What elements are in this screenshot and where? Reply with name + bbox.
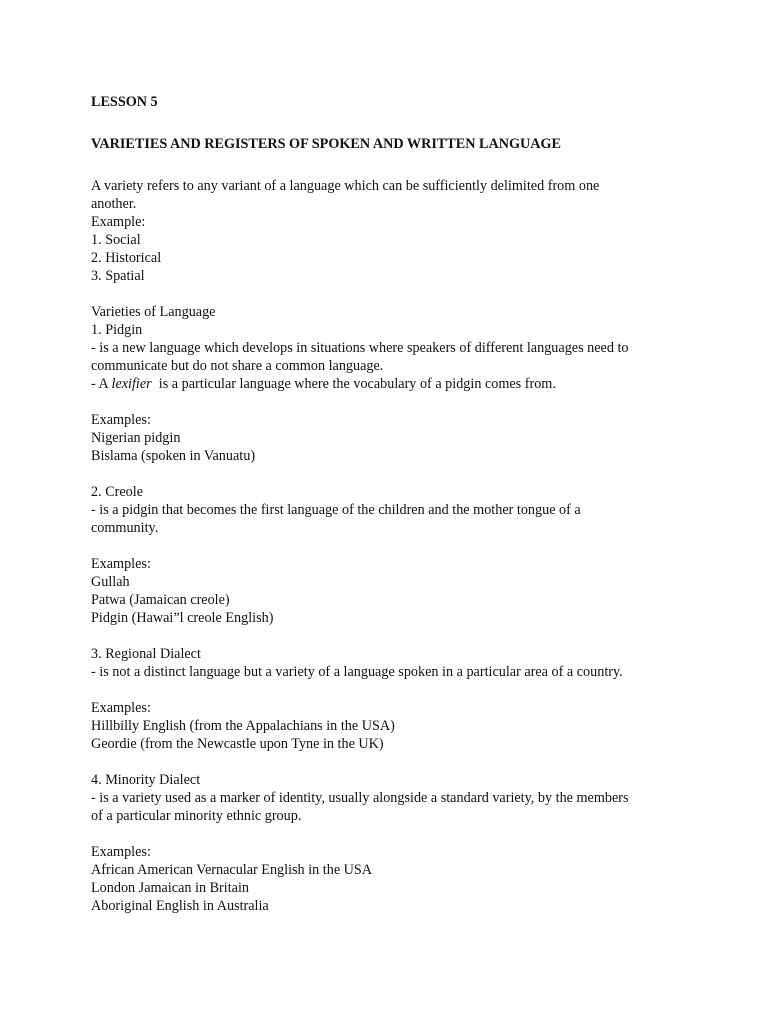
creole-example: Gullah bbox=[91, 574, 130, 590]
regional-examples-label: Examples: bbox=[91, 700, 151, 716]
pidgin-examples-label: Examples: bbox=[91, 412, 151, 428]
regional-example: Hillbilly English (from the Appalachians in the USA) bbox=[91, 718, 395, 734]
minority-example: Aboriginal English in Australia bbox=[91, 898, 269, 914]
creole-definition-1: - is a pidgin that becomes the first language of the children and the mother tongue of a bbox=[91, 502, 581, 518]
pidgin-example: Bislama (spoken in Vanuatu) bbox=[91, 448, 256, 464]
regional-definition-1: - is not a distinct language but a variety of a language spoken in a particular area of a country. bbox=[91, 664, 623, 680]
minority-heading: 4. Minority Dialect bbox=[91, 772, 201, 788]
minority-definition-1: - is a variety used as a marker of identity, usually alongside a standard variety, by the members bbox=[91, 790, 629, 806]
regional-heading: 3. Regional Dialect bbox=[91, 646, 201, 662]
lexifier-term: lexifier bbox=[111, 376, 152, 392]
lesson-number: LESSON 5 bbox=[91, 94, 158, 110]
lexifier-suffix: is a particular language where the vocabulary of a pidgin comes from. bbox=[151, 376, 556, 392]
pidgin-definition-1: - is a new language which develops in situations where speakers of different languages need to bbox=[91, 340, 629, 356]
pidgin-lexifier-line bbox=[91, 375, 681, 393]
minority-example: London Jamaican in Britain bbox=[91, 880, 249, 896]
creole-example: Patwa (Jamaican creole) bbox=[91, 592, 230, 608]
pidgin-definition-2: communicate but do not share a common language. bbox=[91, 358, 384, 374]
minority-definition-2: of a particular minority ethnic group. bbox=[91, 808, 302, 824]
creole-definition-2: community. bbox=[91, 520, 159, 536]
pidgin-heading: 1. Pidgin bbox=[91, 322, 143, 338]
creole-example: Pidgin (Hawai”l creole English) bbox=[91, 610, 274, 626]
intro-line-1: A variety refers to any variant of a language which can be sufficiently delimited from one bbox=[91, 178, 600, 194]
document-page bbox=[91, 93, 681, 915]
intro-item-spatial: 3. Spatial bbox=[91, 268, 145, 284]
varieties-heading: Varieties of Language bbox=[91, 304, 216, 320]
creole-examples-label: Examples: bbox=[91, 556, 151, 572]
intro-example-label: Example: bbox=[91, 214, 146, 230]
minority-example: African American Vernacular English in the USA bbox=[91, 862, 373, 878]
creole-heading: 2. Creole bbox=[91, 484, 144, 500]
document-title: VARIETIES AND REGISTERS OF SPOKEN AND WRITTEN LANGUAGE bbox=[91, 136, 562, 152]
intro-line-2: another. bbox=[91, 196, 137, 212]
minority-examples-label: Examples: bbox=[91, 844, 151, 860]
pidgin-example: Nigerian pidgin bbox=[91, 430, 181, 446]
intro-item-historical: 2. Historical bbox=[91, 250, 162, 266]
regional-example: Geordie (from the Newcastle upon Tyne in the UK) bbox=[91, 736, 384, 752]
lexifier-prefix: - A bbox=[91, 376, 112, 392]
intro-item-social: 1. Social bbox=[91, 232, 141, 248]
